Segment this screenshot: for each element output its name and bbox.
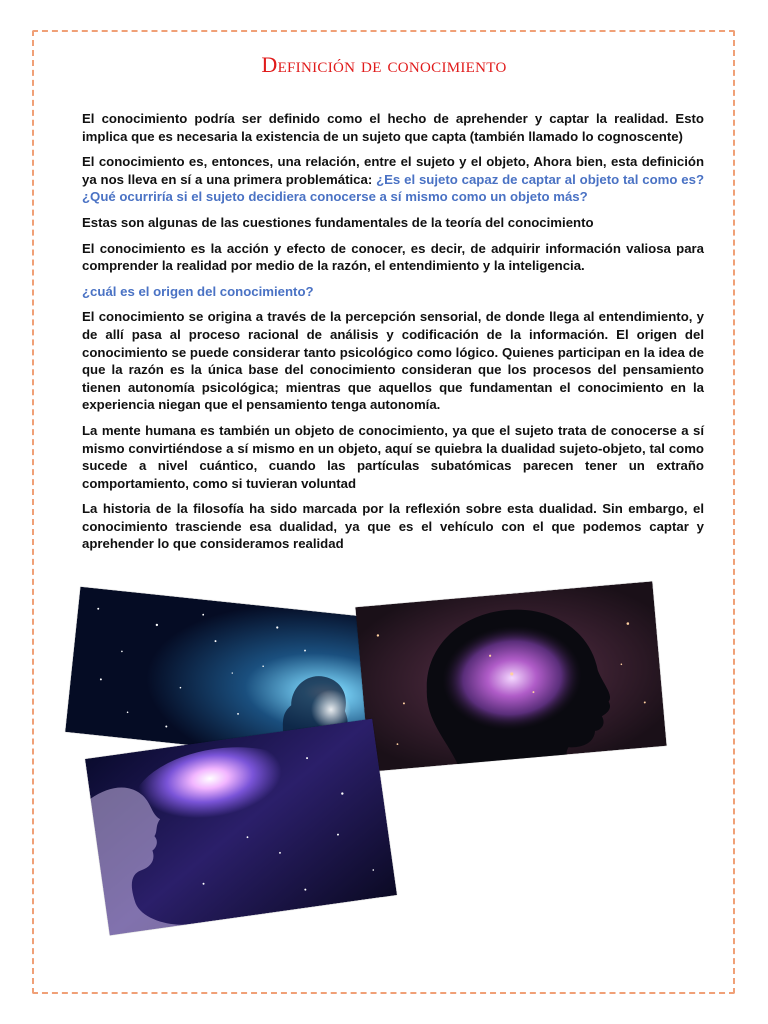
paragraph-relation-question: ¿Es el sujeto capaz de captar al objeto tal como es? ¿Qué ocurriría si el sujeto decidiera conocerse a sí mismo como un objeto más? bbox=[82, 171, 705, 205]
paragraph-relation-text: El conocimiento es, entonces, una relación, entre el sujeto y el objeto, Ahora bien, esta definición ya nos lleva en sí a una primera problemática: bbox=[82, 154, 704, 187]
paragraph-definition: El conocimiento podría ser definido como el hecho de aprehender y captar la realidad. Esto implica que es necesaria la existencia de un sujeto que capta (también llamado lo cognoscente) bbox=[82, 111, 704, 144]
paragraph-relation bbox=[82, 153, 704, 206]
paragraph-origin: El conocimiento se origina a través de la percepción sensorial, de donde llega al entendimiento, y de allí pasa al proceso racional de análisis y codificación de la información. El origen del conocimiento se puede considerar tanto psicológico como lógico. Quienes participan en la idea de que la razón es la única base del conocimiento consideran que los procesos del pensamiento tienen autonomía psicológica; mientras que aquellos que fundamentan el conocimiento en la experiencia niegan que el pensamiento tenga autonomía. bbox=[82, 309, 704, 413]
nebula-head-illustration bbox=[355, 581, 666, 771]
image-head-nebula bbox=[355, 581, 666, 771]
paragraph-history: La historia de la filosofía ha sido marcada por la reflexión sobre esta dualidad. Sin embargo, el conocimiento trasciende esa dualidad, ya que es el vehículo con el que podemos captar y aprehender lo que consideramos realidad bbox=[82, 501, 704, 552]
paragraph-action-effect: El conocimiento es la acción y efecto de conocer, es decir, de adquirir información valiosa para comprender la realidad por medio de la razón, el entendimiento y la inteligencia. bbox=[82, 240, 704, 274]
page-title: Definición de conocimiento bbox=[261, 52, 507, 77]
heading-origin: ¿cuál es el origen del conocimiento? bbox=[82, 283, 314, 299]
document-body bbox=[82, 110, 704, 561]
paragraph-fundamental-questions: Estas son algunas de las cuestiones fundamentales de la teoría del conocimiento bbox=[82, 214, 594, 230]
paragraph-human-mind: La mente humana es también un objeto de conocimiento, ya que el sujeto trata de conocerse a sí mismo convirtiéndose a sí mismo en un objeto, aquí se quiebra la dualidad sujeto-objeto, tal como sucede a nivel cuántico, cuando las partículas subatómicas parecen tener un extraño comportamiento, como si tuvieran voluntad bbox=[82, 422, 704, 491]
